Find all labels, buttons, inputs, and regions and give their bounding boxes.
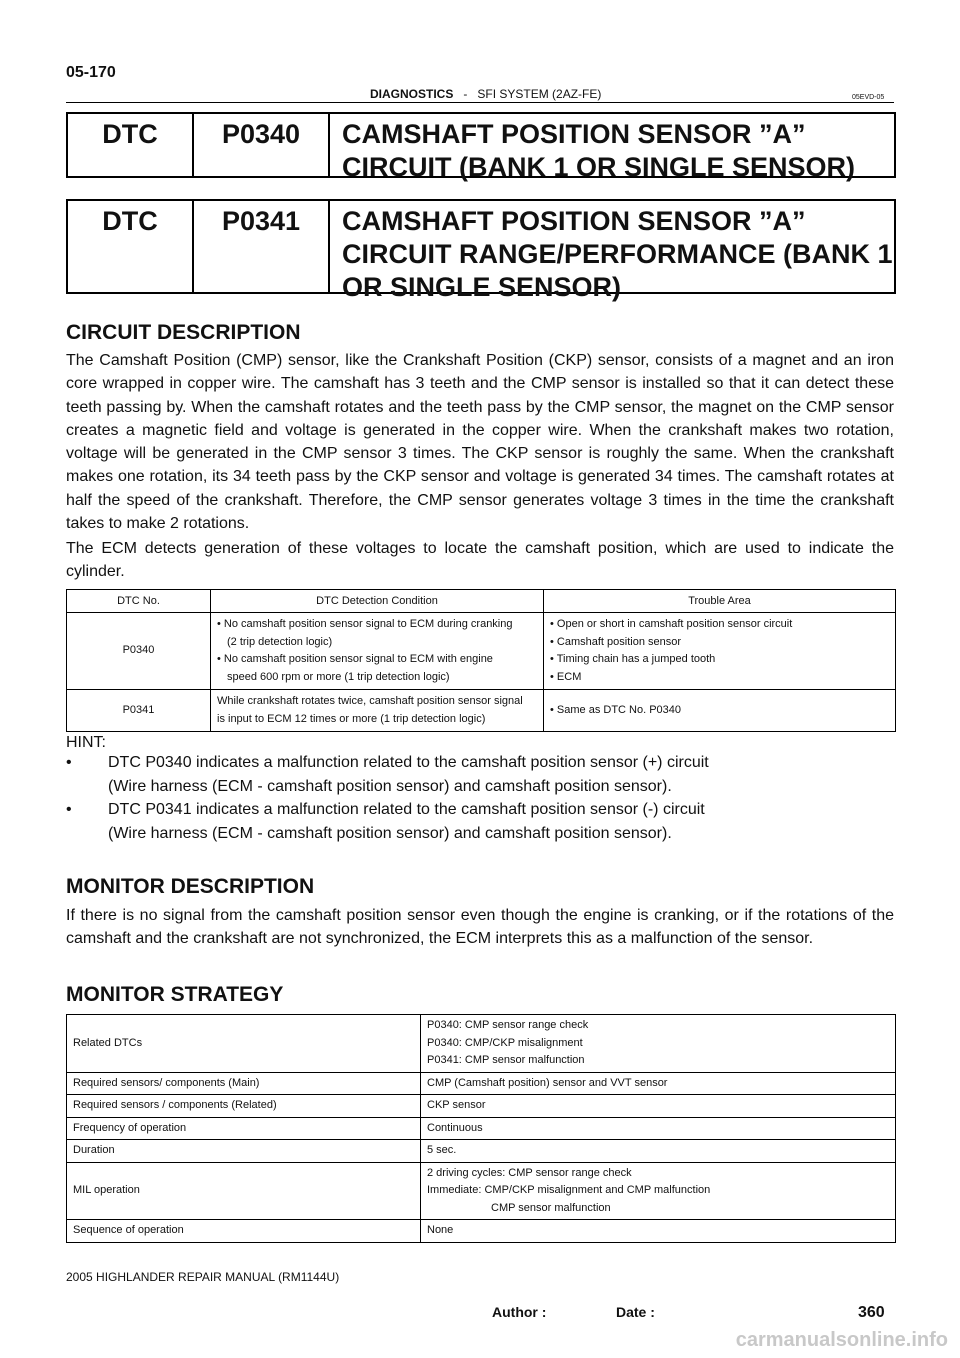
- dtc-title-line: CAMSHAFT POSITION SENSOR ”A”: [342, 119, 806, 149]
- dtc-title-line: OR SINGLE SENSOR): [342, 272, 622, 302]
- monitor-description-heading: MONITOR DESCRIPTION: [66, 875, 315, 898]
- dtc-label: DTC: [68, 114, 194, 176]
- strategy-key: MIL operation: [67, 1162, 421, 1220]
- hint-label: HINT:: [66, 734, 106, 751]
- hint-line: DTC P0341 indicates a malfunction related to the camshaft position sensor (-) circuit: [108, 801, 705, 818]
- condition-line: (2 trip detection logic): [227, 635, 333, 648]
- hint-line: DTC P0340 indicates a malfunction related to the camshaft position sensor (+) circuit: [108, 754, 709, 771]
- footer-manual-title: 2005 HIGHLANDER REPAIR MANUAL (RM1144U): [66, 1270, 340, 1284]
- monitor-strategy-heading: MONITOR STRATEGY: [66, 983, 284, 1006]
- trouble-line: • Camshaft position sensor: [550, 635, 682, 648]
- strategy-value-line: P0341: CMP sensor malfunction: [427, 1054, 585, 1066]
- trouble-cell: [544, 613, 896, 690]
- dtc-title-box-p0341: [66, 199, 896, 302]
- table-header-row: [67, 590, 896, 613]
- watermark: carmanualsonline.info: [735, 1329, 948, 1351]
- dtc-cell: P0340: [67, 613, 211, 690]
- dtc-code: P0340: [194, 114, 330, 176]
- dtc-title-line: CAMSHAFT POSITION SENSOR ”A”: [342, 206, 806, 236]
- header-rule: [66, 102, 894, 103]
- column-header: DTC No.: [67, 590, 211, 613]
- circuit-description-paragraph: The ECM detects generation of these voltages to locate the camshaft position, which are used to indicate the cylinder.: [66, 540, 894, 581]
- table-row: [67, 1095, 896, 1118]
- condition-line: While crankshaft rotates twice, camshaft position sensor signal: [217, 695, 523, 707]
- strategy-value: [421, 1072, 896, 1095]
- strategy-value-line: 5 sec.: [427, 1144, 457, 1156]
- monitor-strategy-table: [66, 1014, 896, 1243]
- strategy-value: [421, 1140, 896, 1163]
- circuit-description-heading: CIRCUIT DESCRIPTION: [66, 321, 301, 344]
- strategy-value: [421, 1117, 896, 1140]
- table-row: [67, 1072, 896, 1095]
- strategy-value: [421, 1015, 896, 1073]
- page-number: 05-170: [66, 64, 116, 81]
- condition-cell: [211, 690, 544, 732]
- dtc-title-box-p0340: [66, 112, 896, 182]
- strategy-value: [421, 1095, 896, 1118]
- strategy-value-line: None: [427, 1224, 454, 1236]
- strategy-value-line: Immediate: CMP/CKP misalignment and CMP malfunction: [427, 1184, 711, 1196]
- trouble-line: • Same as DTC No. P0340: [550, 703, 682, 716]
- strategy-key: Sequence of operation: [67, 1220, 421, 1243]
- condition-line: • No camshaft position sensor signal to ECM with engine: [217, 653, 493, 665]
- footer-date-label: Date :: [616, 1304, 655, 1320]
- strategy-value-line: P0340: CMP sensor range check: [427, 1019, 589, 1031]
- condition-line: is input to ECM 12 times or more (1 trip detection logic): [217, 712, 486, 725]
- dtc-table: [66, 589, 896, 732]
- hint-line: (Wire harness (ECM - camshaft position sensor) and camshaft position sensor).: [108, 777, 672, 795]
- table-row: [67, 690, 896, 732]
- dtc-title: [330, 201, 894, 302]
- condition-line: • No camshaft position sensor signal to ECM during cranking: [217, 618, 513, 630]
- table-row: [67, 1220, 896, 1243]
- condition-cell: [211, 613, 544, 690]
- header-separator: -: [463, 87, 468, 101]
- condition-line: speed 600 rpm or more (1 trip detection logic): [227, 670, 450, 683]
- column-header: Trouble Area: [544, 590, 896, 613]
- strategy-key: Required sensors/ components (Main): [67, 1072, 421, 1095]
- footer-page-number: 360: [858, 1304, 885, 1321]
- trouble-line: • Open or short in camshaft position sensor circuit: [550, 618, 793, 630]
- dtc-code: P0341: [194, 201, 330, 292]
- table-row: [67, 1140, 896, 1163]
- header-subsection: SFI SYSTEM (2AZ-FE): [477, 87, 602, 101]
- strategy-key: Frequency of operation: [67, 1117, 421, 1140]
- strategy-value-line: 2 driving cycles: CMP sensor range check: [427, 1166, 632, 1179]
- strategy-key: Required sensors / components (Related): [67, 1095, 421, 1118]
- dtc-cell: P0341: [67, 690, 211, 732]
- strategy-value-line: CKP sensor: [427, 1099, 486, 1111]
- table-row: [67, 1015, 896, 1073]
- dtc-title-line: CIRCUIT (BANK 1 OR SINGLE SENSOR): [342, 152, 856, 182]
- strategy-value: [421, 1220, 896, 1243]
- strategy-value-line: CMP (Camshaft position) sensor and VVT sensor: [427, 1076, 668, 1089]
- column-header: DTC Detection Condition: [211, 590, 544, 613]
- strategy-key: Related DTCs: [67, 1015, 421, 1073]
- table-row: [67, 1162, 896, 1220]
- bullet-icon: •: [66, 754, 72, 771]
- strategy-value-line: CMP sensor malfunction: [491, 1201, 611, 1214]
- trouble-cell: [544, 690, 896, 732]
- monitor-description-text: If there is no signal from the camshaft position sensor even though the engine is cranking, or if the rotations of the camshaft and the crankshaft are not synchronized, the ECM interprets this as a malfunction of the sensor.: [66, 907, 894, 948]
- trouble-line: • Timing chain has a jumped tooth: [550, 653, 716, 665]
- dtc-title: [330, 114, 894, 182]
- trouble-line: • ECM: [550, 670, 582, 683]
- hint-line: (Wire harness (ECM - camshaft position sensor) and camshaft position sensor).: [108, 824, 672, 842]
- footer-author-label: Author :: [492, 1304, 547, 1320]
- doc-code: 05EVD-05: [852, 94, 885, 101]
- strategy-value-line: P0340: CMP/CKP misalignment: [427, 1036, 583, 1049]
- table-row: [67, 1117, 896, 1140]
- circuit-description-paragraph: The Camshaft Position (CMP) sensor, like the Crankshaft Position (CKP) sensor, consists of a magnet and an iron core wrapped in copper wire. The camshaft has 3 teeth and the CMP sensor is installed so that it can detect these teeth passing by. When the camshaft rotates and the teeth pass by the CMP sensor, the magnet on the CMP sensor creates a magnetic field and voltage is generated in the copper wire. When the crankshaft makes two rotation, voltage will be generated in the CMP sensor 3 times. The CKP sensor is roughly the same. When the crankshaft makes one rotation, its 34 teeth pass by the CKP sensor and voltage is generated 34 times. The camshaft rotates at half the speed of the crankshaft. Therefore, the CMP sensor generates voltage 3 times in the time the crankshaft takes to make 2 rotations.: [66, 352, 894, 533]
- running-header: [370, 87, 601, 101]
- strategy-value: [421, 1162, 896, 1220]
- table-row: [67, 613, 896, 690]
- strategy-value-line: Continuous: [427, 1121, 483, 1134]
- dtc-label: DTC: [68, 201, 194, 292]
- bullet-icon: •: [66, 801, 72, 818]
- header-section: DIAGNOSTICS: [370, 87, 454, 101]
- strategy-key: Duration: [67, 1140, 421, 1163]
- dtc-title-line: CIRCUIT RANGE/PERFORMANCE (BANK 1: [342, 239, 893, 269]
